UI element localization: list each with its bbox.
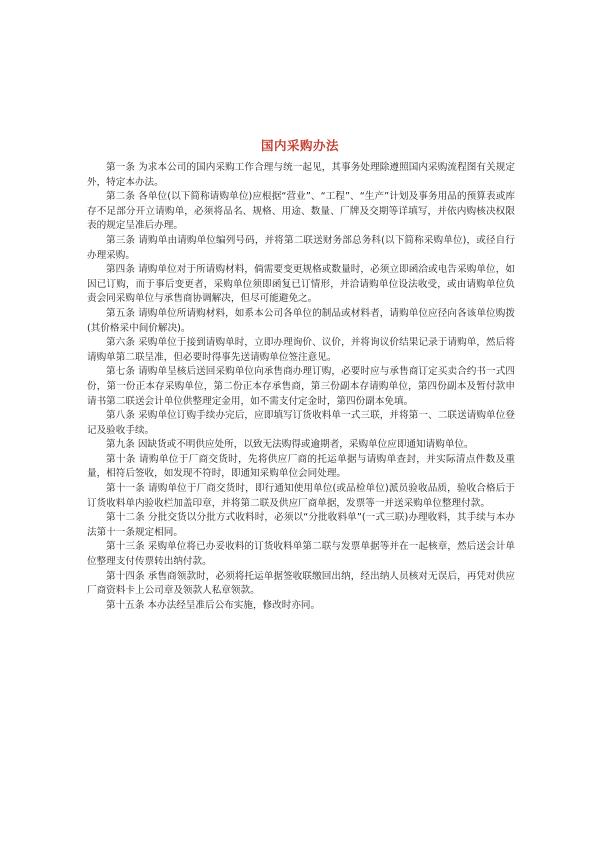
article-paragraph: 第十五条 本办法经呈准后公布实施，修改时亦同。 xyxy=(106,599,321,611)
article-paragraph: 第二条 各单位(以下简称请购单位)应根据“营业”、“工程”、“生产”计划及事务用品的预算表或库存不足部分开立请购单，必须将品名、规格、用途、数量、厂牌及交期等详填写，并依内购核决权限表的规定呈准后办理。 xyxy=(87,191,515,232)
article-paragraph: 第十四条 承售商领款时，必须将托运单据签收联缴回出纳，经出纳人员核对无误后，再凭对供应厂商资料卡上公司章及领款人私章领款。 xyxy=(87,570,515,597)
article-paragraph: 第十一条 请购单位于厂商交货时，即行通知使用单位(或品检单位)派员验收品质，验收合格后于订货收料单内验收栏加盖印章，并将第二联及供应厂商单据，发票等一并送采购单位整理付款。 xyxy=(87,483,515,509)
article-paragraph: 第七条 请购单呈核后送回采购单位向承售商办理订购，必要时应与承售商订定买卖合约书一式四份，第一份正本存采购单位，第二份正本存承售商，第三份副本存请购单位，第四份副本及暂付款申请书第二联送会计单位供整理定金用，如不需支付定金时，第四份副本免填。 xyxy=(87,366,515,407)
article-paragraph: 第九条 因缺货或不明供应处所，以致无法购得或逾期者，采购单位应即通知请购单位。 xyxy=(106,439,474,451)
article-paragraph: 第八条 采购单位订购手续办完后，应即填写订货收料单一式三联，并将第一、二联送请购单位登记及验收手续。 xyxy=(87,410,515,436)
article-paragraph: 第十三条 采购单位将已办妥收料的订货收料单第二联与发票单据等并在一起核章，然后送会计单位整理支付传票转出纳付款。 xyxy=(87,541,515,568)
article-list xyxy=(87,161,515,613)
article-paragraph: 第十二条 分批交货以分批方式收料时，必须以“分批收料单”(一式三联)办理收料，其手续与本办法第十一条规定相同。 xyxy=(87,512,515,538)
article-paragraph: 第五条 请购单位所请购材料，如系本公司各单位的制品或材料者，请购单位应径向各该单位购拨(其价格采中间价解决)。 xyxy=(87,307,515,334)
article-paragraph: 第四条 请购单位对于所请购材料，倘需要变更规格或数量时，必须立即函洽或电告采购单位，如因已订购，而于事后变更者，采购单位须即函复已订情形，并洽请购单位设法收受，或由请购单位负责会同采购单位与承售商协调解决，但尽可能避免之。 xyxy=(87,264,515,305)
article-paragraph: 第一条 为求本公司的国内采购工作合理与统一起见，其事务处理除遵照国内采购流程图有关规定外，特定本办法。 xyxy=(87,162,515,188)
article-paragraph: 第三条 请购单由请购单位编列号码，并将第二联送财务部总务科(以下简称采购单位)，或径自行办理采购。 xyxy=(87,234,515,261)
article-paragraph: 第六条 采购单位于接到请购单时，立即办理询价、议价，并将询议价结果记录于请购单，然后将请购单第二联呈准，但必要时得事先送请购单位签注意见。 xyxy=(87,337,515,363)
page-title: 国内采购办法 xyxy=(260,138,339,153)
article-paragraph: 第十条 请购单位于厂商交货时，先将供应厂商的托运单据与请购单查封，并实际清点件数及重量，相符后签收，如发现不符时，即通知采购单位会同处理。 xyxy=(87,453,515,480)
